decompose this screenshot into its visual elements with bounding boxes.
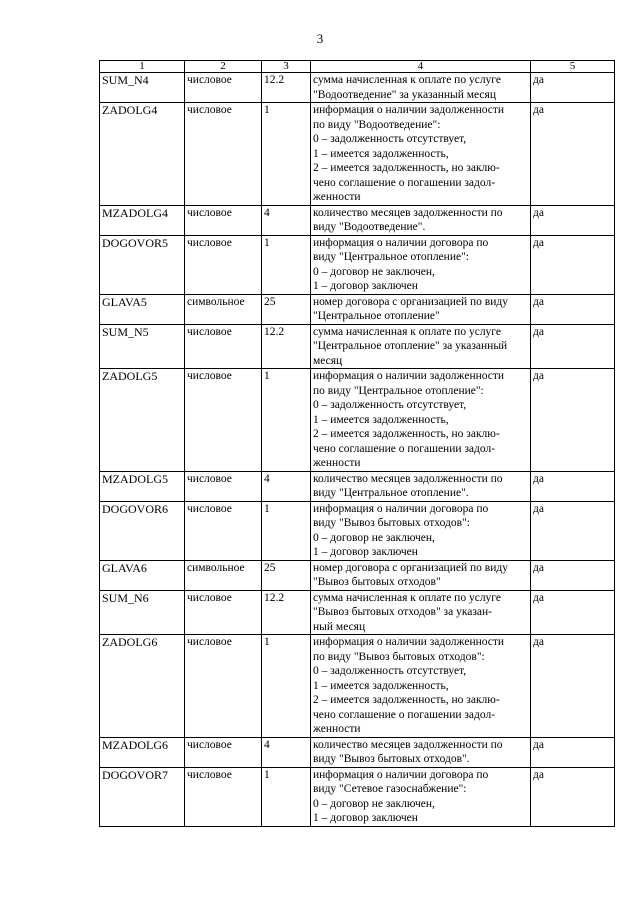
- field-required-cell: да: [531, 635, 615, 738]
- field-description-cell: [311, 560, 531, 590]
- description-line: количество месяцев задолженности по: [313, 206, 503, 219]
- table-row: [100, 635, 615, 738]
- description-line: 1 – договор заключен: [313, 546, 418, 558]
- description-line: информация о наличии задолженности: [313, 104, 505, 116]
- field-size-cell: 1: [262, 501, 311, 560]
- field-type-cell: числовое: [185, 73, 262, 103]
- table-row: [100, 205, 615, 235]
- field-size-cell: 1: [262, 103, 311, 206]
- description-line: 0 – задолженность отсутствует,: [313, 399, 467, 411]
- description-line: виду "Центральное отопление":: [313, 251, 469, 263]
- description-line: сумма начисленная к оплате по услуге: [313, 591, 501, 604]
- description-line: номер договора с организацией по виду: [313, 295, 508, 308]
- description-line: виду "Сетевое газоснабжение":: [313, 783, 467, 795]
- table-row: [100, 560, 615, 590]
- description-line: 0 – задолженность отсутствует,: [313, 665, 467, 677]
- description-line: чено соглашение о погашении задол-: [313, 708, 496, 721]
- field-description-cell: [311, 369, 531, 472]
- description-line: информация о наличии договора по: [313, 768, 489, 781]
- field-description-cell: [311, 590, 531, 635]
- description-line: ный месяц: [313, 620, 366, 633]
- field-name-cell: MZADOLG4: [100, 205, 185, 235]
- field-required-cell: да: [531, 369, 615, 472]
- column-number: 5: [531, 61, 615, 73]
- field-name-cell: ZADOLG5: [100, 369, 185, 472]
- field-name-cell: ZADOLG4: [100, 103, 185, 206]
- description-line: месяц: [313, 354, 343, 367]
- field-name-cell: GLAVA5: [100, 294, 185, 324]
- field-description-cell: [311, 767, 531, 826]
- description-line: по виду "Центральное отопление":: [313, 384, 484, 397]
- field-size-cell: 4: [262, 737, 311, 767]
- field-name-cell: MZADOLG5: [100, 471, 185, 501]
- field-required-cell: да: [531, 294, 615, 324]
- field-name-cell: SUM_N5: [100, 324, 185, 369]
- description-line: 1 – имеется задолженность,: [313, 679, 449, 692]
- field-name-cell: DOGOVOR6: [100, 501, 185, 560]
- field-description-cell: [311, 205, 531, 235]
- field-name-cell: DOGOVOR7: [100, 767, 185, 826]
- column-number: 4: [311, 61, 531, 73]
- field-name-cell: DOGOVOR5: [100, 235, 185, 294]
- table-row: [100, 737, 615, 767]
- description-line: информация о наличии договора по: [313, 502, 489, 515]
- field-required-cell: да: [531, 103, 615, 206]
- table-row: [100, 324, 615, 369]
- column-number-row: [100, 61, 615, 73]
- page-number: 3: [316, 31, 324, 46]
- description-line: виду "Вывоз бытовых отходов".: [313, 753, 470, 765]
- description-line: 1 – имеется задолженность,: [313, 147, 449, 160]
- field-required-cell: да: [531, 471, 615, 501]
- field-name-cell: MZADOLG6: [100, 737, 185, 767]
- description-line: "Центральное отопление" за указанный: [313, 340, 508, 352]
- field-description-cell: [311, 737, 531, 767]
- field-type-cell: числовое: [185, 369, 262, 472]
- field-required-cell: да: [531, 737, 615, 767]
- field-required-cell: да: [531, 73, 615, 103]
- field-spec-table: [99, 60, 615, 827]
- field-type-cell: числовое: [185, 590, 262, 635]
- field-description-cell: [311, 235, 531, 294]
- field-type-cell: числовое: [185, 635, 262, 738]
- field-type-cell: числовое: [185, 501, 262, 560]
- field-name-cell: SUM_N6: [100, 590, 185, 635]
- description-line: "Водоотведение" за указанный месяц: [313, 88, 496, 101]
- description-line: сумма начисленная к оплате по услуге: [313, 325, 501, 338]
- description-line: 0 – задолженность отсутствует,: [313, 133, 467, 145]
- field-description-cell: [311, 103, 531, 206]
- field-name-cell: ZADOLG6: [100, 635, 185, 738]
- field-description-cell: [311, 324, 531, 369]
- description-line: информация о наличии задолженности: [313, 636, 505, 648]
- description-line: чено соглашение о погашении задол-: [313, 176, 496, 189]
- field-description-cell: [311, 635, 531, 738]
- description-line: сумма начисленная к оплате по услуге: [313, 74, 501, 86]
- table-row: [100, 590, 615, 635]
- description-line: 0 – договор не заключен,: [313, 797, 435, 810]
- field-required-cell: да: [531, 590, 615, 635]
- field-size-cell: 12.2: [262, 73, 311, 103]
- field-description-cell: [311, 73, 531, 103]
- description-line: 2 – имеется задолженность, но заклю-: [313, 162, 500, 174]
- field-size-cell: 1: [262, 767, 311, 826]
- field-required-cell: да: [531, 767, 615, 826]
- field-type-cell: числовое: [185, 235, 262, 294]
- field-type-cell: числовое: [185, 103, 262, 206]
- field-size-cell: 25: [262, 560, 311, 590]
- description-line: 1 – договор заключен: [313, 280, 418, 292]
- column-number: 1: [100, 61, 185, 73]
- field-required-cell: да: [531, 324, 615, 369]
- field-required-cell: да: [531, 560, 615, 590]
- table-row: [100, 235, 615, 294]
- description-line: информация о наличии договора по: [313, 236, 489, 249]
- field-type-cell: числовое: [185, 767, 262, 826]
- field-size-cell: 4: [262, 205, 311, 235]
- field-size-cell: 25: [262, 294, 311, 324]
- field-size-cell: 1: [262, 635, 311, 738]
- field-type-cell: числовое: [185, 471, 262, 501]
- field-type-cell: числовое: [185, 324, 262, 369]
- table-row: [100, 501, 615, 560]
- table-row: [100, 73, 615, 103]
- field-size-cell: 12.2: [262, 324, 311, 369]
- table-row: [100, 471, 615, 501]
- field-required-cell: да: [531, 235, 615, 294]
- description-line: чено соглашение о погашении задол-: [313, 442, 496, 455]
- description-line: женности: [313, 723, 361, 735]
- field-type-cell: символьное: [185, 560, 262, 590]
- field-size-cell: 1: [262, 235, 311, 294]
- field-type-cell: символьное: [185, 294, 262, 324]
- description-line: виду "Водоотведение".: [313, 221, 426, 233]
- description-line: количество месяцев задолженности по: [313, 472, 503, 485]
- description-line: 0 – договор не заключен,: [313, 531, 435, 544]
- field-required-cell: да: [531, 501, 615, 560]
- field-name-cell: GLAVA6: [100, 560, 185, 590]
- field-size-cell: 1: [262, 369, 311, 472]
- description-line: 1 – договор заключен: [313, 812, 418, 824]
- table-row: [100, 294, 615, 324]
- field-size-cell: 12.2: [262, 590, 311, 635]
- description-line: 2 – имеется задолженность, но заклю-: [313, 428, 500, 440]
- description-line: "Вывоз бытовых отходов": [313, 576, 441, 588]
- field-type-cell: числовое: [185, 205, 262, 235]
- field-name-cell: SUM_N4: [100, 73, 185, 103]
- description-line: информация о наличии задолженности: [313, 370, 505, 382]
- description-line: 2 – имеется задолженность, но заклю-: [313, 694, 500, 706]
- description-line: "Вывоз бытовых отходов" за указан-: [313, 606, 492, 618]
- description-line: 1 – имеется задолженность,: [313, 413, 449, 426]
- field-type-cell: числовое: [185, 737, 262, 767]
- description-line: 0 – договор не заключен,: [313, 265, 435, 278]
- column-number: 2: [185, 61, 262, 73]
- table-row: [100, 767, 615, 826]
- description-line: количество месяцев задолженности по: [313, 738, 503, 751]
- field-required-cell: да: [531, 205, 615, 235]
- description-line: виду "Вывоз бытовых отходов":: [313, 517, 470, 529]
- description-line: женности: [313, 191, 361, 203]
- description-line: номер договора с организацией по виду: [313, 561, 508, 574]
- description-line: женности: [313, 457, 361, 469]
- description-line: "Центральное отопление": [313, 310, 440, 322]
- table-row: [100, 103, 615, 206]
- column-number: 3: [262, 61, 311, 73]
- table-row: [100, 369, 615, 472]
- description-line: по виду "Водоотведение":: [313, 118, 441, 131]
- field-size-cell: 4: [262, 471, 311, 501]
- description-line: виду "Центральное отопление".: [313, 487, 469, 499]
- field-description-cell: [311, 501, 531, 560]
- field-description-cell: [311, 294, 531, 324]
- field-description-cell: [311, 471, 531, 501]
- description-line: по виду "Вывоз бытовых отходов":: [313, 650, 485, 663]
